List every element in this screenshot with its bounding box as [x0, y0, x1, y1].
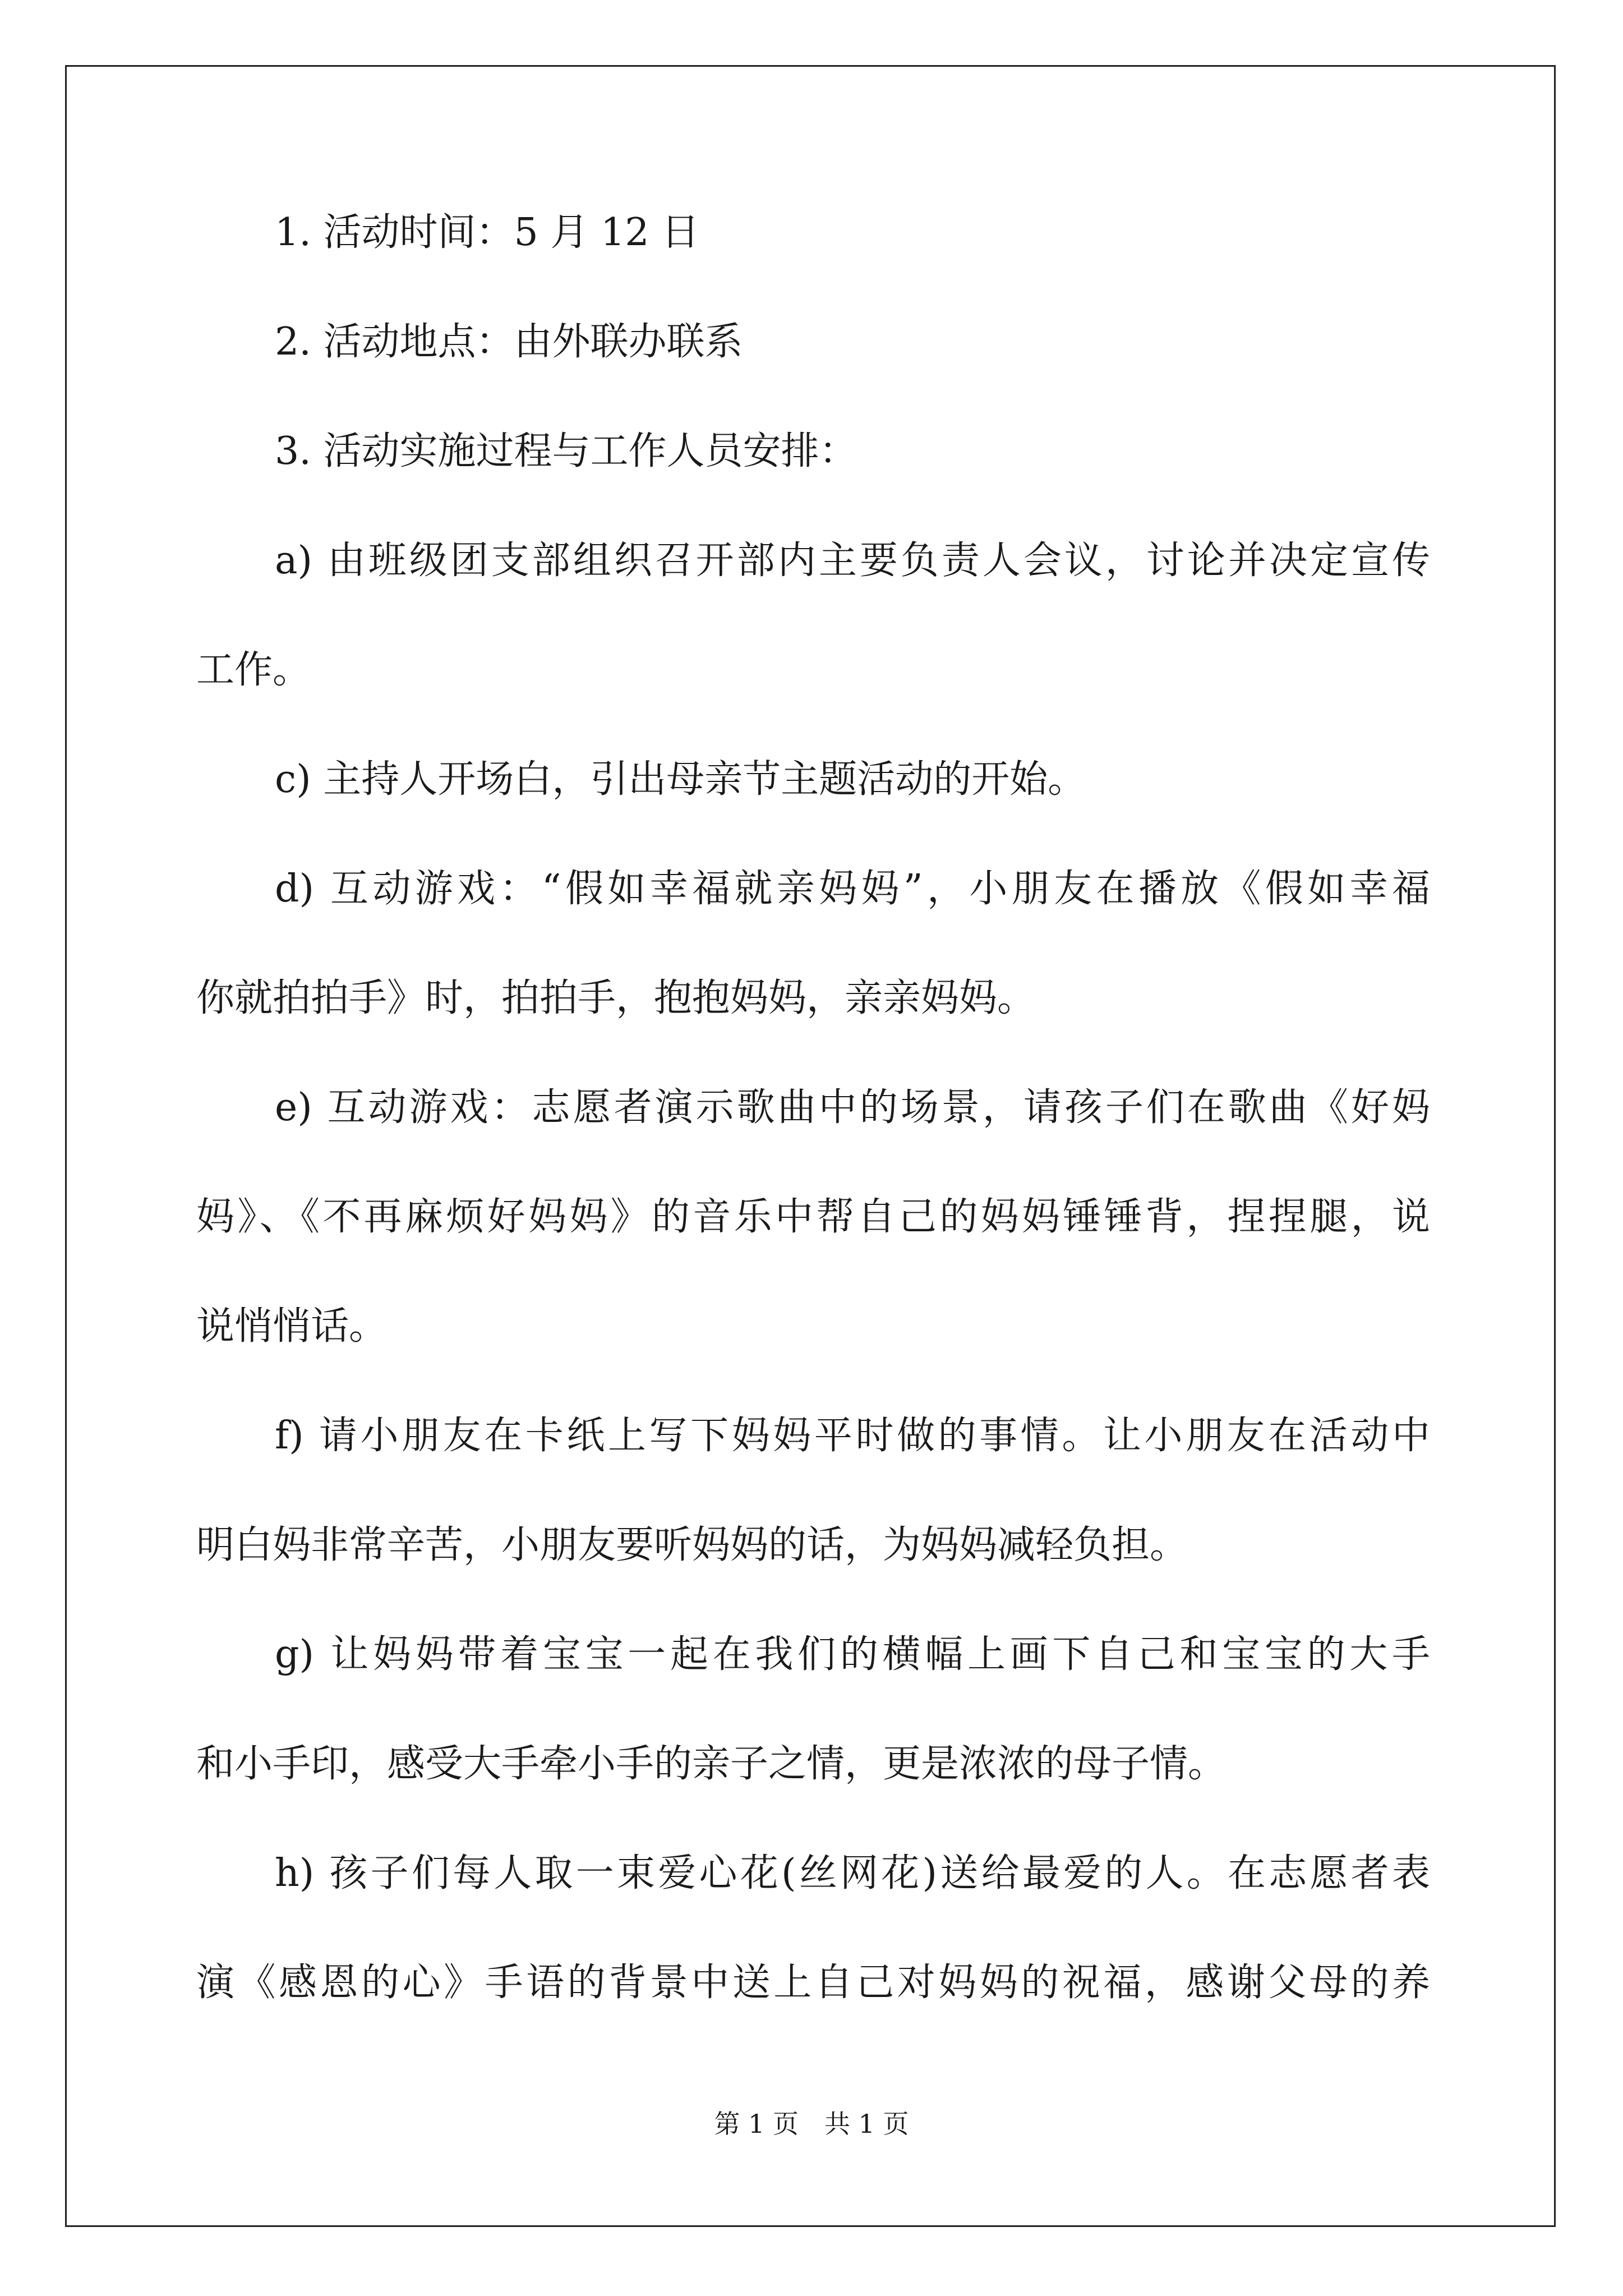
paragraph-h-line2: 演《感恩的心》手语的背景中送上自己对妈妈的祝福，感谢父母的养 — [196, 1961, 1430, 2005]
page-number-footer: 第 1 页 共 1 页 — [714, 2109, 909, 2139]
paragraph-g-line2: 和小手印，感受大手牵小手的亲子之情，更是浓浓的母子情。 — [196, 1742, 1227, 1786]
page-border — [65, 65, 1556, 2227]
paragraph-h-line1: h) 孩子们每人取一束爱心花(丝网花)送给最爱的人。在志愿者表 — [275, 1851, 1430, 1895]
paragraph-g-line1: g) 让妈妈带着宝宝一起在我们的横幅上画下自己和宝宝的大手 — [275, 1632, 1430, 1677]
paragraph-d-line2: 你就拍拍手》时，拍拍手，抱抱妈妈，亲亲妈妈。 — [196, 976, 1036, 1020]
paragraph-a-line1: a) 由班级团支部组织召开部内主要负责人会议，讨论并决定宣传 — [275, 539, 1430, 583]
paragraph-c: c) 主持人开场白，引出母亲节主题活动的开始。 — [275, 757, 1086, 802]
list-item-time: 1. 活动时间：5 月 12 日 — [275, 210, 700, 255]
paragraph-d-line1: d) 互动游戏：“假如幸福就亲妈妈”，小朋友在播放《假如幸福 — [275, 867, 1430, 911]
paragraph-a-line2: 工作。 — [196, 648, 311, 692]
paragraph-f-line2: 明白妈非常辛苦，小朋友要听妈妈的话，为妈妈减轻负担。 — [196, 1523, 1188, 1567]
paragraph-f-line1: f) 请小朋友在卡纸上写下妈妈平时做的事情。让小朋友在活动中 — [275, 1414, 1430, 1458]
list-item-process: 3. 活动实施过程与工作人员安排： — [275, 429, 857, 473]
paragraph-e-line2: 妈》、《不再麻烦好妈妈》的音乐中帮自己的妈妈锤锤背，捏捏腿，说 — [196, 1195, 1430, 1239]
paragraph-e-line3: 说悄悄话。 — [196, 1304, 388, 1349]
paragraph-e-line1: e) 互动游戏：志愿者演示歌曲中的场景，请孩子们在歌曲《好妈 — [275, 1085, 1430, 1130]
list-item-location: 2. 活动地点：由外联办联系 — [275, 320, 743, 364]
